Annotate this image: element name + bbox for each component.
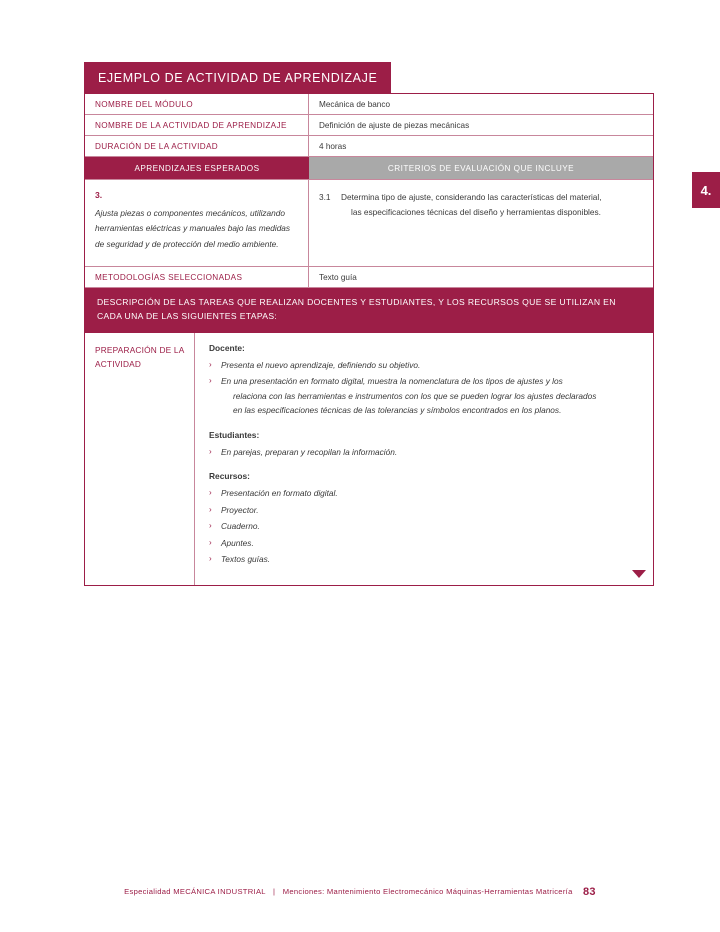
table-row [85, 136, 653, 157]
chevron-right-icon: › [209, 376, 212, 386]
docente-heading: Docente: [209, 342, 245, 353]
table-row [85, 115, 653, 136]
chapter-side-tab [692, 172, 720, 208]
list-item-text [221, 536, 639, 551]
list-item-line2: relaciona con las herramientas e instrumentos con los que se pueden lograr los ajustes declarados [233, 390, 597, 401]
chevron-right-icon: › [209, 554, 212, 564]
chevron-right-icon: › [209, 446, 212, 456]
activity-table [84, 93, 654, 586]
list-item [209, 374, 639, 418]
list-item-text [221, 445, 639, 460]
list-item [209, 536, 639, 551]
list-item [209, 503, 639, 518]
stage-label: PREPARACIÓN DE LA ACTIVIDAD [85, 333, 195, 585]
list-item-line3: en las especificaciones técnicas de las tolerancias y símbolos encontrados en los planos. [233, 405, 562, 416]
row-label-methodology: METODOLOGÍAS SELECCIONADAS [85, 267, 309, 287]
row-label-duration: DURACIÓN DE LA ACTIVIDAD [85, 136, 309, 156]
list-item [209, 519, 639, 534]
chevron-right-icon: › [209, 504, 212, 514]
description-band: DESCRIPCIÓN DE LAS TAREAS QUE REALIZAN DOCENTES Y ESTUDIANTES, Y LOS RECURSOS QUE SE UTILIZAN EN CADA UNA DE LAS SIGUIENTES ETAPAS: [85, 288, 653, 333]
section-title: EJEMPLO DE ACTIVIDAD DE APRENDIZAJE [84, 62, 391, 93]
list-item-line1: En parejas, preparan y recopilan la información. [221, 446, 398, 457]
criterion-text [341, 190, 641, 220]
table-row [85, 94, 653, 115]
table-header-band [85, 157, 653, 180]
criterion-number: 3.1 [319, 192, 331, 202]
footer-separator: | [272, 887, 276, 896]
row-value-methodology: Texto guía [319, 273, 357, 283]
page-footer [0, 886, 720, 898]
chevron-right-icon: › [209, 537, 212, 547]
list-item [209, 552, 639, 567]
list-item-line1: Proyector. [221, 504, 259, 515]
row-value-activity-name: Definición de ajuste de piezas mecánicas [319, 121, 470, 130]
chevron-right-icon: › [209, 521, 212, 531]
list-item-line1: Presenta el nuevo aprendizaje, definiendo su objetivo. [221, 359, 421, 370]
tasks-content [195, 333, 653, 585]
chevron-right-icon: › [209, 359, 212, 369]
activity-example-block [84, 62, 656, 586]
list-item [209, 445, 639, 460]
criterion-item [319, 190, 641, 220]
criteria-cell [309, 180, 653, 266]
criterion-text-line2: las especificaciones técnicas del diseño y herramientas disponibles. [351, 206, 601, 217]
list-item-text [221, 486, 639, 501]
list-item-line1: Textos guías. [221, 554, 271, 565]
list-item-line1: Presentación en formato digital. [221, 488, 338, 499]
estudiantes-heading: Estudiantes: [209, 429, 260, 440]
band-evaluation-criteria: CRITERIOS DE EVALUACIÓN QUE INCLUYE [309, 157, 653, 179]
row-label-module: NOMBRE DEL MÓDULO [85, 94, 309, 114]
page-number: 83 [583, 886, 596, 898]
learning-row [85, 180, 653, 267]
tasks-row [85, 333, 653, 585]
table-row [85, 267, 653, 288]
learning-text: Ajusta piezas o componentes mecánicos, utilizando herramientas eléctricas y manuales bajo las medidas de seguridad y de protección del medio ambiente. [95, 208, 291, 249]
list-item-line1: Cuaderno. [221, 521, 260, 532]
row-value-module: Mecánica de banco [319, 100, 391, 109]
chapter-side-tab-label: 4. [700, 182, 712, 198]
list-item-text [221, 358, 639, 373]
footer-specialty: Especialidad MECÁNICA INDUSTRIAL [124, 887, 266, 896]
list-item-text [221, 374, 639, 418]
band-expected-learning: APRENDIZAJES ESPERADOS [85, 157, 309, 179]
list-item [209, 358, 639, 373]
footer-mentions: Menciones: Mantenimiento Electromecánico Máquinas-Herramientas Matricería [282, 887, 573, 896]
list-item-line1: En una presentación en formato digital, muestra la nomenclatura de los tipos de ajustes y los [221, 376, 563, 387]
list-item-line1: Apuntes. [221, 537, 254, 548]
list-item-text [221, 552, 639, 567]
learning-number: 3. [95, 190, 103, 200]
criterion-text-line1: Determina tipo de ajuste, considerando las características del material, [341, 192, 602, 202]
activity-table-wrapper [84, 93, 656, 586]
list-item-text [221, 519, 639, 534]
chevron-right-icon: › [209, 488, 212, 498]
learning-cell [85, 180, 309, 266]
list-item-text [221, 503, 639, 518]
list-item [209, 486, 639, 501]
continues-triangle-icon [632, 570, 646, 578]
row-value-duration: 4 horas [319, 142, 347, 151]
row-label-activity-name: NOMBRE DE LA ACTIVIDAD DE APRENDIZAJE [85, 115, 309, 135]
recursos-heading: Recursos: [209, 471, 250, 482]
